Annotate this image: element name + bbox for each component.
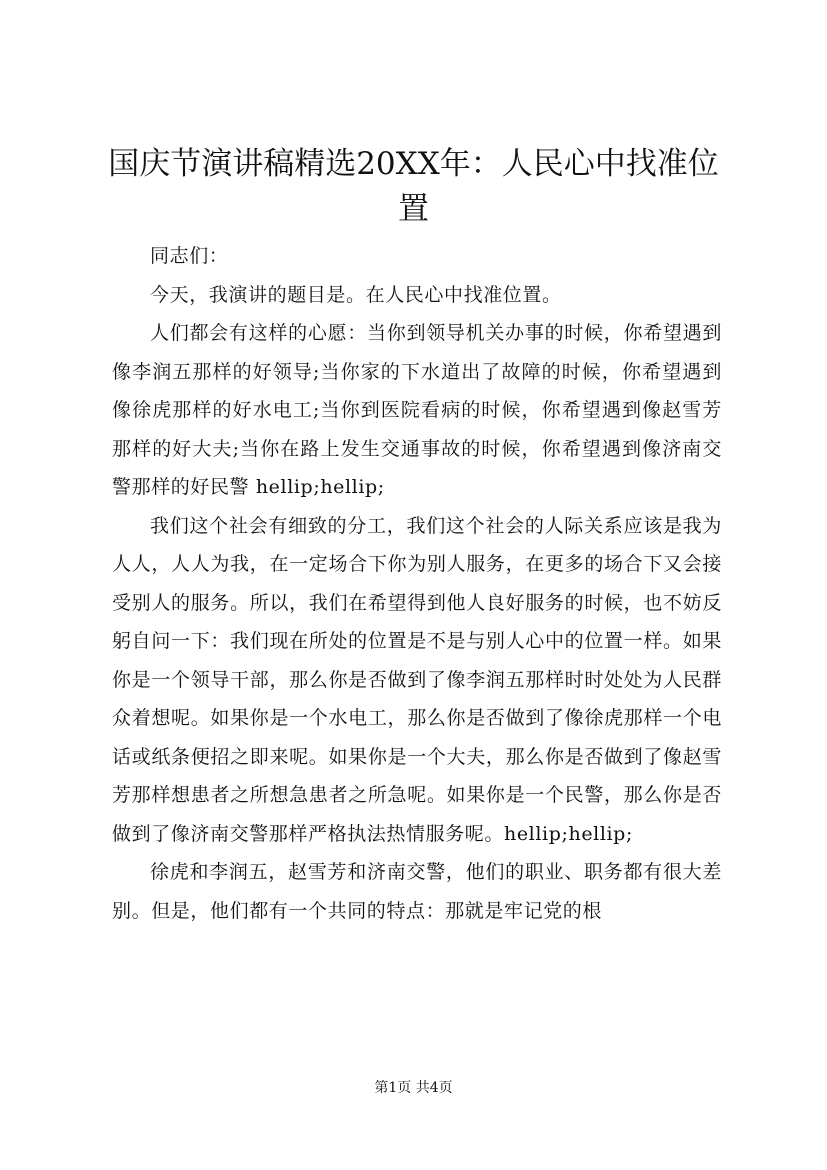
document-body bbox=[112, 237, 722, 930]
paragraph: 徐虎和李润五，赵雪芳和济南交警，他们的职业、职务都有很大差别。但是，他们都有一个共同的特点：那就是牢记党的根 bbox=[112, 861, 722, 922]
salutation: 同志们： bbox=[150, 245, 229, 267]
paragraph: 今天，我演讲的题目是。在人民心中找准位置。 bbox=[150, 283, 562, 306]
paragraph: 人们都会有这样的心愿：当你到领导机关办事的时候，你希望遇到像李润五那样的好领导;当你家的下水道出了故障的时候，你希望遇到像徐虎那样的好水电工;当你到医院看病的时候，你希望遇到像赵雪芳那样的好大夫;当你在路上发生交通事故的时候，你希望遇到像济南交警那样的好民警 hellip;hellip; bbox=[112, 322, 722, 498]
page-number: 第1页 共4页 bbox=[374, 1080, 453, 1096]
paragraph: 我们这个社会有细致的分工，我们这个社会的人际关系应该是我为人人，人人为我，在一定场合下你为别人服务，在更多的场合下又会接受别人的服务。所以，我们在希望得到他人良好服务的时候，也不妨反躬自问一下：我们现在所处的位置是不是与别人心中的位置一样。如果你是一个领导干部，那么你是否做到了像李润五那样时时处处为人民群众着想呢。如果你是一个水电工，那么你是否做到了像徐虎那样一个电话或纸条便招之即来呢。如果你是一个大夫，那么你是否做到了像赵雪芳那样想患者之所想急患者之所急呢。如果你是一个民警，那么你是否做到了像济南交警那样严格执法热情服务呢。hellip;hellip; bbox=[112, 514, 722, 845]
document-title: 国庆节演讲稿精选20XX年：人民心中找准位置 bbox=[108, 146, 719, 227]
